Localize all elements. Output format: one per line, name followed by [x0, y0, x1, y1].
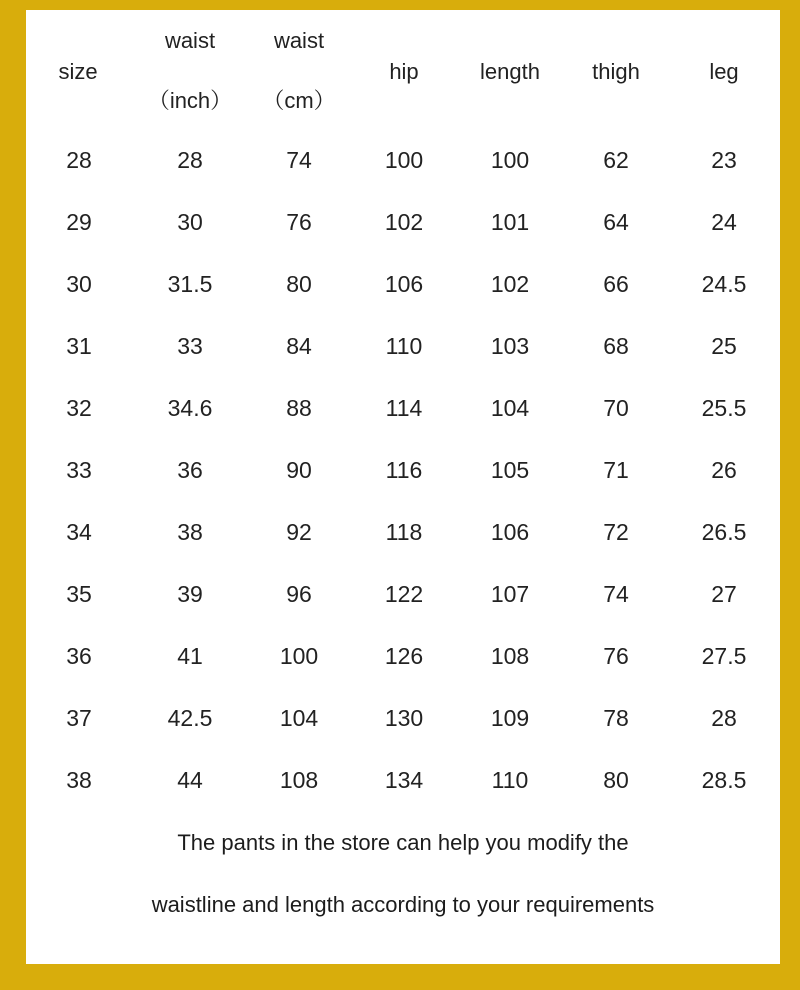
cell-waist-inch: 28 [177, 147, 203, 173]
cell-size: 37 [66, 705, 92, 731]
cell-length: 101 [490, 209, 530, 235]
cell-waist-cm: 108 [279, 767, 319, 793]
header-size: size [58, 59, 98, 84]
cell-length: 107 [490, 581, 530, 607]
cell-length: 100 [490, 147, 530, 173]
cell-leg: 26 [711, 457, 737, 483]
cell-waist-inch: 36 [177, 457, 203, 483]
cell-length: 103 [490, 333, 530, 359]
cell-thigh: 66 [603, 271, 629, 297]
cell-thigh: 70 [603, 395, 629, 421]
cell-leg: 25 [711, 333, 737, 359]
cell-length: 105 [490, 457, 530, 483]
cell-thigh: 72 [603, 519, 629, 545]
cell-waist-cm: 80 [286, 271, 312, 297]
cell-hip: 134 [384, 767, 424, 793]
cell-hip: 110 [385, 333, 423, 359]
cell-hip: 130 [384, 705, 424, 731]
cell-size: 32 [66, 395, 92, 421]
cell-thigh: 76 [603, 643, 629, 669]
header-waist-inch-unit: （inch） [147, 88, 233, 113]
header-thigh: thigh [592, 59, 640, 84]
header-waist-cm-unit: （cm） [262, 88, 336, 113]
cell-thigh: 80 [603, 767, 629, 793]
cell-waist-cm: 88 [286, 395, 312, 421]
cell-waist-inch: 34.6 [167, 395, 213, 421]
cell-waist-cm: 104 [279, 705, 319, 731]
cell-length: 108 [490, 643, 530, 669]
cell-waist-cm: 100 [279, 643, 319, 669]
cell-waist-cm: 74 [286, 147, 312, 173]
header-leg: leg [709, 59, 739, 84]
cell-thigh: 74 [603, 581, 629, 607]
cell-size: 28 [66, 147, 92, 173]
cell-waist-cm: 90 [286, 457, 312, 483]
cell-length: 106 [490, 519, 530, 545]
footnote-line-1: The pants in the store can help you modify the [177, 830, 629, 855]
cell-size: 38 [66, 767, 92, 793]
header-length: length [480, 59, 540, 84]
cell-thigh: 71 [603, 457, 629, 483]
cell-waist-inch: 41 [177, 643, 203, 669]
cell-waist-cm: 76 [286, 209, 312, 235]
cell-leg: 24 [711, 209, 737, 235]
cell-length: 109 [490, 705, 530, 731]
cell-hip: 126 [384, 643, 424, 669]
cell-waist-cm: 96 [286, 581, 312, 607]
header-hip: hip [389, 59, 419, 84]
cell-hip: 100 [384, 147, 424, 173]
cell-size: 31 [66, 333, 92, 359]
cell-leg: 28 [711, 705, 737, 731]
cell-thigh: 62 [603, 147, 629, 173]
cell-waist-inch: 38 [177, 519, 203, 545]
cell-leg: 26.5 [701, 519, 747, 545]
cell-leg: 23 [711, 147, 737, 173]
cell-hip: 106 [384, 271, 424, 297]
cell-thigh: 78 [603, 705, 629, 731]
cell-size: 36 [66, 643, 92, 669]
cell-waist-inch: 33 [177, 333, 203, 359]
cell-size: 30 [66, 271, 92, 297]
cell-thigh: 64 [603, 209, 629, 235]
header-waist-inch-label: waist [164, 28, 216, 53]
cell-thigh: 68 [603, 333, 629, 359]
cell-hip: 114 [385, 395, 423, 421]
cell-hip: 122 [384, 581, 424, 607]
cell-waist-inch: 39 [177, 581, 203, 607]
cell-waist-inch: 31.5 [167, 271, 213, 297]
size-chart-panel [26, 10, 780, 964]
cell-hip: 102 [384, 209, 424, 235]
cell-length: 110 [491, 767, 529, 793]
cell-size: 35 [66, 581, 92, 607]
cell-waist-inch: 44 [177, 767, 203, 793]
cell-leg: 25.5 [701, 395, 747, 421]
cell-length: 104 [490, 395, 530, 421]
cell-size: 29 [66, 209, 92, 235]
cell-leg: 28.5 [701, 767, 747, 793]
cell-hip: 116 [385, 457, 423, 483]
header-waist-cm-label: waist [273, 28, 325, 53]
cell-leg: 27 [711, 581, 737, 607]
cell-waist-inch: 30 [177, 209, 203, 235]
cell-hip: 118 [385, 519, 423, 545]
cell-leg: 27.5 [701, 643, 747, 669]
cell-waist-cm: 84 [286, 333, 312, 359]
cell-leg: 24.5 [701, 271, 747, 297]
cell-size: 34 [66, 519, 92, 545]
cell-size: 33 [66, 457, 92, 483]
cell-length: 102 [490, 271, 530, 297]
cell-waist-cm: 92 [286, 519, 312, 545]
footnote-line-2: waistline and length according to your requirements [151, 892, 655, 917]
cell-waist-inch: 42.5 [167, 705, 213, 731]
